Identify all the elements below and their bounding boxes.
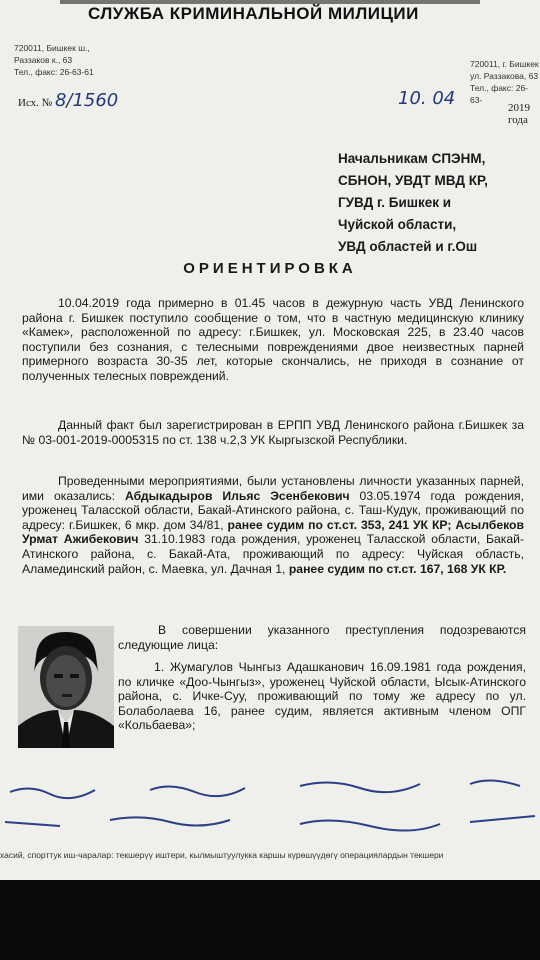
paragraph-incident: 10.04.2019 года примерно в 01.45 часов в дежурную часть УВД Ленинского района г. Бишкек поступило сообщение о том, что в частную медицинскую клинику «Камек», расположенной по адресу: г.Бишкек, ул. Московская 225, в 23.40 часов поступили без сознания, с телесными повреждениями двое неизвестных парней примерного возраста 30-35 лет, которые скончались, не приходя в сознание от полученных телесных повреждений. [22,296,524,383]
address-right: 720011, г. Бишкек ул. Раззакова, 63 Тел., факс: 26-63- [470,59,539,105]
suspect-name: Жумагулов Чынгыз Адашканович [169,660,365,674]
suspects-heading: В совершении указанного преступления подозреваются следующие лица: [118,623,526,652]
addressee-block: Начальникам СПЭНМ, СБНОН, УВДТ МВД КР, ГУВД г. Бишкек и Чуйской области, УВД областей и г.Ош [338,151,488,254]
suspect-entry-1: 1. Жумагулов Чынгыз Адашканович 16.09.1981 года рождения, по кличке «Доо-Чынгыз», уроженец Чуйской области, Ысык-Атинского района, с. Ичке-Суу, проживающий по тому же адресу по ул. Болаболаева 16, ранее судим, является активным членом ОПГ «Кольбаева»; [118,660,526,733]
address-left: 720011, Бишкек ш., Раззаков к., 63 Тел., факс: 26-63-61 [14,43,94,77]
document-title: ОРИЕНТИРОВКА [183,260,357,277]
paragraph-registration: Данный факт был зарегистрирован в ЕРПП УВД Ленинского района г.Бишкек за № 03-001-2019-0005315 по ст. 138 ч.2,3 УК Кыргызской Республики. [22,418,524,447]
footer-text: хасий, спорттук иш-чаралар: текшерүү иштери, кылмыштуулукка каршы күрөшүүдөгү операциялардын текшери [0,850,444,860]
handwritten-scribbles [0,770,540,850]
paragraph-victims: Проведенными мероприятиями, были установлены личности указанных парней, ими оказались: Абдыкадыров Ильяс Эсенбекович 03.05.1974 года рождения, уроженец Таласской области, Бакай-Атинского района, с. Таш-Кудук, проживающий по адресу: г.Бишкек, 6 мкр. дом 34/81, ранее судим по ст.ст. 353, 241 УК КР; Асылбеков Урмат Ажибекович 31.10.1983 года рождения, уроженец Таласской области, Бакай-Атинского района, с. Бакай-Ата, проживающий по адресу: Чуйская область, Аламединский район, с. Маевка, ул. Дачная 1, ранее судим по ст.ст. 167, 168 УК КР. [22,474,525,576]
header-title: СЛУЖБА КРИМИНАЛЬНОЙ МИЛИЦИИ [88,4,419,23]
suspect-photo [18,626,114,748]
date-handwritten: 10. 04 [398,88,456,109]
outgoing-number-handwritten: 8/1560 [54,90,119,111]
suspect-portrait [18,626,114,748]
dark-background [0,880,540,960]
outgoing-number: Исх. № 8/1560 [18,90,119,111]
date-year: 2019 года [508,102,530,126]
